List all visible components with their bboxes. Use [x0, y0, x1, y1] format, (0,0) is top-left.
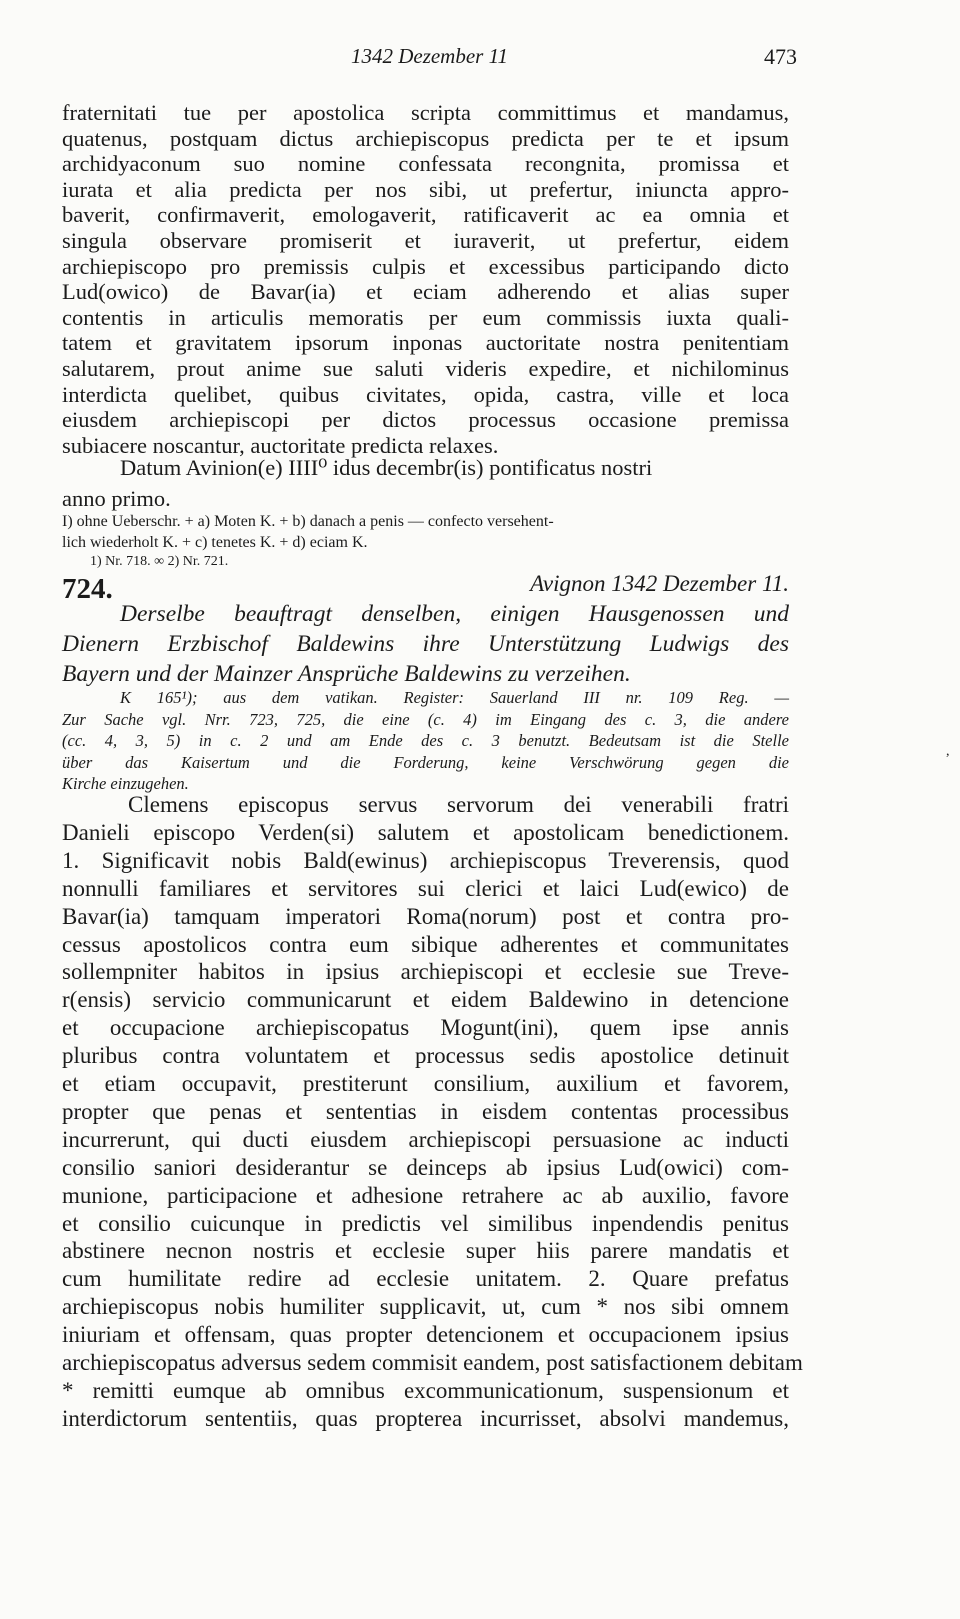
- text-line: incurrerunt, qui ducti eiusdem archiepiscopi persuasione ac inducti: [62, 1126, 789, 1152]
- bibliography-line: Zur Sache vgl. Nrr. 723, 725, die eine (c. 4) im Eingang des c. 3, die andere: [62, 709, 789, 729]
- text-line: et occupacione archiepiscopatus Mogunt(ini), quem ipse annis: [62, 1015, 789, 1041]
- text-line: Bavar(ia) tamquam imperatori Roma(norum) post et contra pro-: [62, 903, 789, 929]
- text-line: et etiam occupavit, prestiterunt consilium, auxilium et favorem,: [62, 1071, 789, 1096]
- text-line: cessus apostolicos contra eum sibique adherentes et communitates: [62, 931, 789, 957]
- text-line: * remitti eumque ab omnibus excommunicationum, suspensionum et: [62, 1377, 789, 1403]
- datum-line-end: anno primo.: [62, 486, 171, 511]
- regest-number: 724.: [62, 573, 113, 605]
- text-line: quatenus, postquam dictus archiepiscopus predicta per te et ipsum: [62, 125, 789, 151]
- text-line: Danieli episcopo Verden(si) salutem et apostolicam benedictionem.: [62, 819, 789, 845]
- text-line: Clemens episcopus servus servorum dei venerabili fratri: [128, 792, 789, 817]
- datum-line: Datum Avinion(e) IIII⁰ idus decembr(is) pontificatus nostri: [120, 455, 653, 480]
- text-line: interdictorum sententiis, quas propterea incurrisset, absolvi mandemus,: [62, 1405, 789, 1431]
- text-line: Lud(owico) de Bavar(ia) et eciam adherendo et alias super: [62, 279, 789, 305]
- text-line: fraternitati tue per apostolica scripta committimus et mandamus,: [62, 100, 789, 125]
- text-line: et consilio cuicunque in predictis vel similibus inpendendis penitus: [62, 1210, 789, 1236]
- page-number: 473: [764, 44, 797, 69]
- bibliography-line: über das Kaisertum und die Forderung, keine Verschwörung gegen die: [62, 752, 789, 772]
- footnote-line: I) ohne Ueberschr. + a) Moten K. + b) danach a penis — confecto versehent-: [62, 513, 554, 530]
- summary-line: Dienern Erzbischof Baldewins ihre Unterstützung Ludwigs des: [62, 631, 789, 657]
- running-head: [62, 44, 797, 74]
- text-line: archidyaconum suo nomine confessata recongnita, promissa et: [62, 151, 789, 177]
- running-title: 1342 Dezember 11: [350, 44, 509, 68]
- text-line: baverit, confirmaverit, emologaverit, ratificaverit ac ea omnia et: [62, 202, 789, 228]
- text-line: singula observare promiserit et iuraverit, ut prefertur, eidem: [62, 228, 789, 253]
- text-line: sollempniter habitos in ipsius archiepiscopi et ecclesie sue Treve-: [62, 959, 789, 985]
- margin-mark: ,: [946, 744, 950, 759]
- text-line: tatem et gravitatem ipsorum inponas auctoritate nostra penitentiam: [62, 330, 789, 356]
- regest-place-date: Avignon 1342 Dezember 11.: [530, 571, 789, 596]
- text-line: abstinere necnon nostris et ecclesie super hiis parere mandatis et: [62, 1238, 789, 1264]
- footnote-line: lich wiederholt K. + c) tenetes K. + d) eciam K.: [62, 534, 368, 551]
- footnote-line: 1) Nr. 718. ∞ 2) Nr. 721.: [90, 554, 229, 569]
- text-line: eiusdem archiepiscopi per dictos processus occasione premissa: [62, 407, 789, 433]
- text-line: nonnulli familiares et servitores sui clerici et laici Lud(ewico) de: [62, 875, 789, 901]
- text-line: salutarem, prout anime sue saluti videris expedire, et nichilominus: [62, 356, 789, 381]
- text-line: r(ensis) servicio communicarunt et eidem Baldewino in detencione: [62, 987, 789, 1013]
- text-line: propter que penas et sententias in eisdem contentas processibus: [62, 1098, 789, 1124]
- bibliography-line: K 165¹); aus dem vatikan. Register: Sauerland III nr. 109 Reg. —: [120, 688, 789, 707]
- text-line: archiepiscopatus adversus sedem commisit eandem, post satisfactionem debitam: [62, 1350, 803, 1375]
- text-line: iurata et alia predicta per nos sibi, ut prefertur, iniuncta appro-: [62, 176, 789, 202]
- text-line: subiacere noscantur, auctoritate predicta relaxes.: [62, 432, 499, 458]
- text-line: iniuriam et offensam, quas propter detencionem et occupacionem ipsius: [62, 1322, 789, 1348]
- text-line: archiepiscopo pro premissis culpis et excessibus participando dicto: [62, 253, 789, 279]
- text-line: consilio saniori desiderantur se deinceps ab ipsius Lud(owici) com-: [62, 1154, 789, 1180]
- summary-line: Bayern und der Mainzer Ansprüche Baldewins zu verzeihen.: [62, 661, 631, 687]
- text-line: cum humilitate redire ad ecclesie unitatem. 2. Quare prefatus: [62, 1266, 789, 1292]
- text-line: archiepiscopus nobis humiliter supplicavit, ut, cum * nos sibi omnem: [62, 1294, 789, 1320]
- text-line: 1. Significavit nobis Bald(ewinus) archiepiscopus Treverensis, quod: [62, 847, 789, 873]
- bibliography-line: (cc. 4, 3, 5) in c. 2 und am Ende des c. 3 benutzt. Bedeutsam ist die Stelle: [62, 731, 789, 750]
- text-line: contentis in articulis memoratis per eum commissis iuxta quali-: [62, 304, 789, 330]
- text-line: interdicta quelibet, quibus civitates, opida, castra, ville et loca: [62, 381, 789, 407]
- text-line: pluribus contra voluntatem et processus sedis apostolice detinuit: [62, 1043, 789, 1069]
- bibliography-line: Kirche einzugehen.: [62, 774, 189, 793]
- summary-line: Derselbe beauftragt denselben, einigen Hausgenossen und: [120, 601, 789, 627]
- text-line: munione, participacione et adhesione retrahere ac ab auxilio, favore: [62, 1182, 789, 1208]
